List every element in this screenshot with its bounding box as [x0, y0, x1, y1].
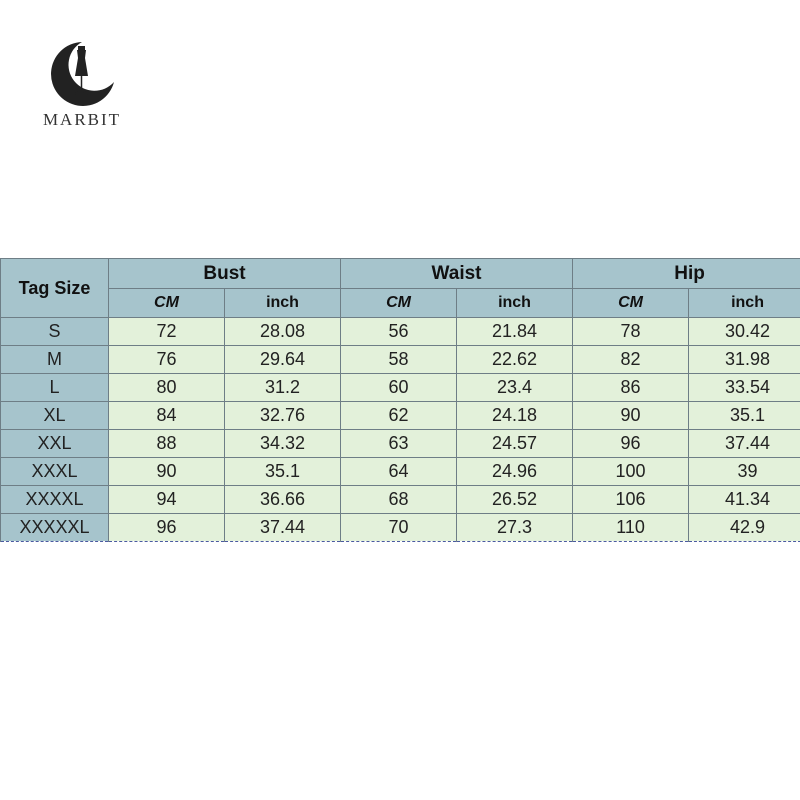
tag-size-header: Tag Size — [1, 259, 109, 318]
hip-inch-cell: 37.44 — [689, 430, 800, 458]
size-chart-table — [0, 258, 800, 542]
tag-size-cell: XXXXXL — [1, 514, 109, 542]
waist-header: Waist — [341, 259, 573, 289]
waist-inch-cell: 23.4 — [457, 374, 573, 402]
bust-inch-cell: 32.76 — [225, 402, 341, 430]
waist-inch-cell: 21.84 — [457, 318, 573, 346]
waist-cm-cell: 56 — [341, 318, 457, 346]
unit-header-row — [1, 289, 800, 318]
hip-header: Hip — [573, 259, 800, 289]
tag-size-cell: XL — [1, 402, 109, 430]
waist-cm-cell: 70 — [341, 514, 457, 542]
waist-inch-cell: 26.52 — [457, 486, 573, 514]
table-row — [1, 318, 800, 346]
hip-inch-cell: 35.1 — [689, 402, 800, 430]
hip-cm-cell: 106 — [573, 486, 689, 514]
hip-inch-cell: 39 — [689, 458, 800, 486]
bust-inch-cell: 35.1 — [225, 458, 341, 486]
bust-cm-cell: 90 — [109, 458, 225, 486]
bust-cm-header: CM — [109, 289, 225, 318]
hip-cm-cell: 78 — [573, 318, 689, 346]
hip-cm-cell: 90 — [573, 402, 689, 430]
waist-inch-cell: 24.57 — [457, 430, 573, 458]
tag-size-cell: L — [1, 374, 109, 402]
bust-inch-header: inch — [225, 289, 341, 318]
bust-cm-cell: 72 — [109, 318, 225, 346]
bust-header: Bust — [109, 259, 341, 289]
waist-cm-cell: 63 — [341, 430, 457, 458]
hip-cm-cell: 82 — [573, 346, 689, 374]
bust-cm-cell: 94 — [109, 486, 225, 514]
hip-cm-header: CM — [573, 289, 689, 318]
bust-cm-cell: 84 — [109, 402, 225, 430]
hip-cm-cell: 100 — [573, 458, 689, 486]
brand-logo — [36, 36, 128, 136]
bust-cm-cell: 76 — [109, 346, 225, 374]
brand-name: MARBIT — [42, 110, 122, 129]
hip-inch-cell: 41.34 — [689, 486, 800, 514]
waist-cm-cell: 62 — [341, 402, 457, 430]
table-row — [1, 514, 800, 542]
hip-inch-cell: 30.42 — [689, 318, 800, 346]
waist-inch-cell: 22.62 — [457, 346, 573, 374]
waist-cm-cell: 60 — [341, 374, 457, 402]
bust-cm-cell: 96 — [109, 514, 225, 542]
bust-inch-cell: 31.2 — [225, 374, 341, 402]
table-row — [1, 458, 800, 486]
hip-inch-cell: 33.54 — [689, 374, 800, 402]
bust-inch-cell: 28.08 — [225, 318, 341, 346]
table-row — [1, 346, 800, 374]
hip-inch-cell: 31.98 — [689, 346, 800, 374]
waist-cm-cell: 64 — [341, 458, 457, 486]
bust-inch-cell: 29.64 — [225, 346, 341, 374]
group-header-row — [1, 259, 800, 289]
bust-inch-cell: 37.44 — [225, 514, 341, 542]
table-row — [1, 374, 800, 402]
bust-cm-cell: 80 — [109, 374, 225, 402]
waist-inch-cell: 27.3 — [457, 514, 573, 542]
waist-cm-header: CM — [341, 289, 457, 318]
bust-inch-cell: 36.66 — [225, 486, 341, 514]
tag-size-cell: XXXXL — [1, 486, 109, 514]
waist-inch-cell: 24.96 — [457, 458, 573, 486]
hip-cm-cell: 86 — [573, 374, 689, 402]
tag-size-cell: M — [1, 346, 109, 374]
bust-cm-cell: 88 — [109, 430, 225, 458]
bust-inch-cell: 34.32 — [225, 430, 341, 458]
tag-size-cell: S — [1, 318, 109, 346]
table-row — [1, 430, 800, 458]
hip-inch-cell: 42.9 — [689, 514, 800, 542]
waist-cm-cell: 58 — [341, 346, 457, 374]
hip-cm-cell: 110 — [573, 514, 689, 542]
waist-inch-header: inch — [457, 289, 573, 318]
hip-cm-cell: 96 — [573, 430, 689, 458]
waist-cm-cell: 68 — [341, 486, 457, 514]
waist-inch-cell: 24.18 — [457, 402, 573, 430]
table-row — [1, 486, 800, 514]
tag-size-cell: XXXL — [1, 458, 109, 486]
hip-inch-header: inch — [689, 289, 800, 318]
tag-size-cell: XXL — [1, 430, 109, 458]
table-row — [1, 402, 800, 430]
dress-mannequin-icon — [44, 36, 120, 110]
